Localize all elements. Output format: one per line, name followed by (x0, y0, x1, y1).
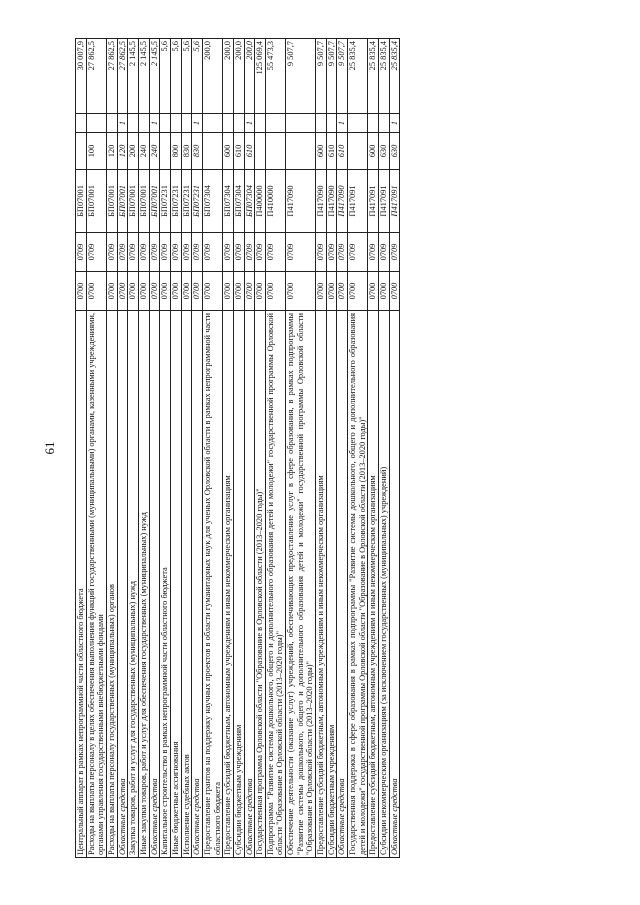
row-name: Расходы на выплаты персоналу в целях обеспечения выполнения функций государственными (муниципальными) органами, казенными учреждениями, органами управления государственными внебюджетными фондами (86, 311, 106, 858)
row-target-article: БП07231 (192, 170, 203, 233)
row-target-article: П400000 (255, 170, 266, 233)
row-section-code: 0700 (149, 272, 160, 311)
row-section-code: 0700 (192, 272, 203, 311)
row-subsection-code: 0709 (389, 233, 400, 272)
row-subsection-code: 0709 (160, 233, 171, 272)
row-source-flag (170, 114, 181, 133)
row-section-code: 0700 (326, 272, 337, 311)
row-amount: 27 862,5 (106, 39, 117, 114)
row-name: Предоставление грантов на поддержку научных проектов в области гуманитарных наук для ученых Орловской области в рамках непрограммной части областного бюджета (202, 311, 222, 858)
row-source-flag: 1 (389, 114, 400, 133)
row-amount: 27 862,5 (86, 39, 106, 114)
row-section-code: 0700 (368, 272, 379, 311)
row-expense-type: 610 (244, 133, 255, 170)
row-amount: 125 069,4 (255, 39, 266, 114)
row-source-flag (316, 114, 327, 133)
row-name: Субсидии некоммерческим организациям (за исключением государственных (муниципальных) учреждений) (379, 311, 390, 858)
row-section-code: 0700 (117, 272, 128, 311)
row-name: Капитальное строительство в рамках непрограммной части областного бюджета (160, 311, 171, 858)
row-expense-type: 630 (389, 133, 400, 170)
row-source-flag (202, 114, 222, 133)
row-source-flag (255, 114, 266, 133)
row-source-flag (265, 114, 285, 133)
row-expense-type: 600 (368, 133, 379, 170)
row-source-flag: 1 (192, 114, 203, 133)
row-source-flag: 1 (337, 114, 348, 133)
row-source-flag (86, 114, 106, 133)
row-name: Областные средства (149, 311, 160, 858)
row-expense-type (348, 133, 368, 170)
row-expense-type: 240 (149, 133, 160, 170)
row-name: Предоставление субсидий бюджетным, автономным учреждениям и иным некоммерческим организациям (316, 311, 327, 858)
table-row (368, 39, 379, 858)
row-expense-type: 600 (223, 133, 234, 170)
row-section-code: 0700 (389, 272, 400, 311)
table-row (244, 39, 255, 858)
row-subsection-code: 0709 (368, 233, 379, 272)
row-target-article: БП07001 (149, 170, 160, 233)
row-amount: 5,6 (192, 39, 203, 114)
row-amount: 2 145,5 (149, 39, 160, 114)
row-name: Иные бюджетные ассигнования (170, 311, 181, 858)
row-section-code: 0700 (170, 272, 181, 311)
table-row (379, 39, 390, 858)
table-row (202, 39, 222, 858)
row-target-article: П417091 (379, 170, 390, 233)
table-row (389, 39, 400, 858)
row-section-code: 0700 (255, 272, 266, 311)
row-target-article: БП07001 (86, 170, 106, 233)
row-subsection-code: 0709 (86, 233, 106, 272)
row-name: Государственная поддержка в сфере образования в рамках подпрограммы "Развитие системы дошкольного, общего и дополнительного образования детей и молодежи" государственной программы Орловской области "Образование в Орловской области (2013–2020 годы)" (348, 311, 368, 858)
table-row (337, 39, 348, 858)
row-target-article: БП07001 (76, 170, 87, 233)
table-row (316, 39, 327, 858)
row-subsection-code: 0709 (223, 233, 234, 272)
row-expense-type: 610 (326, 133, 337, 170)
row-amount: 200,0 (223, 39, 234, 114)
row-subsection-code: 0709 (233, 233, 244, 272)
row-target-article: БП07304 (233, 170, 244, 233)
table-row (255, 39, 266, 858)
row-source-flag (160, 114, 171, 133)
page-number: 61 (42, 441, 57, 455)
row-section-code: 0700 (128, 272, 139, 311)
row-amount: 9 507,7 (337, 39, 348, 114)
budget-table (75, 38, 400, 858)
row-name: Субсидии бюджетным учреждениям (233, 311, 244, 858)
row-name: Расходы на выплаты персоналу государственных (муниципальных) органов (106, 311, 117, 858)
row-name: Областные средства (192, 311, 203, 858)
row-source-flag (368, 114, 379, 133)
table-row (181, 39, 192, 858)
row-source-flag (181, 114, 192, 133)
row-expense-type (76, 133, 87, 170)
row-target-article: БП07001 (117, 170, 128, 233)
row-expense-type: 610 (337, 133, 348, 170)
row-amount: 9 507,7 (326, 39, 337, 114)
table-row (170, 39, 181, 858)
row-amount: 30 007,9 (76, 39, 87, 114)
table-row (286, 39, 316, 858)
row-subsection-code: 0709 (117, 233, 128, 272)
table-row (128, 39, 139, 858)
row-amount: 25 835,4 (379, 39, 390, 114)
row-source-flag (286, 114, 316, 133)
table-row (223, 39, 234, 858)
row-source-flag (128, 114, 139, 133)
row-source-flag: 1 (117, 114, 128, 133)
row-expense-type (265, 133, 285, 170)
row-subsection-code: 0709 (149, 233, 160, 272)
row-name: Областные средства (244, 311, 255, 858)
row-section-code: 0700 (223, 272, 234, 311)
row-section-code: 0700 (316, 272, 327, 311)
row-expense-type (255, 133, 266, 170)
row-target-article: БП07304 (223, 170, 234, 233)
row-target-article: П417091 (389, 170, 400, 233)
row-section-code: 0700 (106, 272, 117, 311)
row-subsection-code: 0709 (286, 233, 316, 272)
row-section-code: 0700 (181, 272, 192, 311)
row-target-article: П417091 (368, 170, 379, 233)
row-amount: 25 835,4 (389, 39, 400, 114)
row-name: Иные закупки товаров, работ и услуг для обеспечения государственных (муниципальных) нужд (138, 311, 149, 858)
row-source-flag (348, 114, 368, 133)
row-target-article: БП07231 (160, 170, 171, 233)
row-source-flag (326, 114, 337, 133)
table-row (348, 39, 368, 858)
row-section-code: 0700 (286, 272, 316, 311)
budget-table-body (76, 39, 400, 858)
row-amount: 2 145,5 (128, 39, 139, 114)
row-amount: 5,6 (170, 39, 181, 114)
row-subsection-code: 0709 (337, 233, 348, 272)
row-expense-type: 610 (233, 133, 244, 170)
row-subsection-code: 0709 (348, 233, 368, 272)
row-expense-type: 100 (86, 133, 106, 170)
row-target-article: П417090 (316, 170, 327, 233)
row-subsection-code: 0709 (76, 233, 87, 272)
row-expense-type: 120 (117, 133, 128, 170)
row-section-code: 0700 (265, 272, 285, 311)
row-name: Субсидии бюджетным учреждениям (326, 311, 337, 858)
row-name: Исполнение судебных актов (181, 311, 192, 858)
row-subsection-code: 0709 (244, 233, 255, 272)
row-source-flag (76, 114, 87, 133)
row-expense-type (286, 133, 316, 170)
row-name: Предоставление субсидий бюджетным, автономным учреждениям и иным некоммерческим организациям (368, 311, 379, 858)
table-row (326, 39, 337, 858)
row-subsection-code: 0709 (265, 233, 285, 272)
row-amount: 27 862,5 (117, 39, 128, 114)
row-name: Подпрограмма "Развитие системы дошкольного, общего и дополнительного образования детей и молодежи" государственной программы Орловской области "Образование в Орловской области (2013–2020 годы)" (265, 311, 285, 858)
table-row (76, 39, 87, 858)
row-expense-type: 200 (128, 133, 139, 170)
row-name: Областные средства (117, 311, 128, 858)
row-section-code: 0700 (138, 272, 149, 311)
row-section-code: 0700 (244, 272, 255, 311)
table-row (233, 39, 244, 858)
row-target-article: П410000 (265, 170, 285, 233)
row-amount: 55 473,3 (265, 39, 285, 114)
row-target-article: БП07001 (138, 170, 149, 233)
row-amount: 25 835,4 (368, 39, 379, 114)
row-target-article: П417090 (337, 170, 348, 233)
row-expense-type: 830 (192, 133, 203, 170)
row-expense-type (202, 133, 222, 170)
row-target-article: БП07231 (170, 170, 181, 233)
row-amount: 200,0 (202, 39, 222, 114)
row-subsection-code: 0709 (316, 233, 327, 272)
table-row (160, 39, 171, 858)
row-target-article: БП07304 (244, 170, 255, 233)
row-subsection-code: 0709 (138, 233, 149, 272)
row-expense-type: 600 (316, 133, 327, 170)
row-expense-type (160, 133, 171, 170)
row-amount: 25 835,4 (348, 39, 368, 114)
table-row (192, 39, 203, 858)
row-subsection-code: 0709 (255, 233, 266, 272)
row-amount: 200,0 (244, 39, 255, 114)
row-source-flag (223, 114, 234, 133)
row-name: Государственная программа Орловской области "Образование в Орловской области (2013–2020 годы)" (255, 311, 266, 858)
table-row (86, 39, 106, 858)
row-subsection-code: 0709 (170, 233, 181, 272)
row-name: Закупка товаров, работ и услуг для государственных (муниципальных) нужд (128, 311, 139, 858)
row-section-code: 0700 (348, 272, 368, 311)
row-amount: 9 507,7 (316, 39, 327, 114)
row-subsection-code: 0709 (379, 233, 390, 272)
row-section-code: 0700 (160, 272, 171, 311)
row-subsection-code: 0709 (128, 233, 139, 272)
row-expense-type: 630 (379, 133, 390, 170)
table-row (117, 39, 128, 858)
row-name: Обеспечение деятельности (оказание услуг) учреждений, обеспечивающих предоставление услуг в сфере образования, в рамках подпрограммы "Развитие системы дошкольного, общего и дополнительного образования детей и молодежи" государственной программы Орловской области "Образование в Орловской области (2013–2020 годы)" (286, 311, 316, 858)
rotated-table-container (75, 38, 615, 858)
row-target-article: П417091 (348, 170, 368, 233)
row-source-flag (106, 114, 117, 133)
row-name: Областные средства (389, 311, 400, 858)
row-subsection-code: 0709 (202, 233, 222, 272)
row-amount: 5,6 (160, 39, 171, 114)
row-expense-type: 240 (138, 133, 149, 170)
row-target-article: П417090 (286, 170, 316, 233)
row-section-code: 0700 (337, 272, 348, 311)
row-section-code: 0700 (233, 272, 244, 311)
row-target-article: БП07001 (128, 170, 139, 233)
row-target-article: П417090 (326, 170, 337, 233)
row-expense-type: 800 (170, 133, 181, 170)
row-section-code: 0700 (379, 272, 390, 311)
table-row (138, 39, 149, 858)
row-source-flag: 1 (149, 114, 160, 133)
row-target-article: БП07001 (106, 170, 117, 233)
table-row (149, 39, 160, 858)
row-subsection-code: 0709 (181, 233, 192, 272)
row-name: Предоставление субсидий бюджетным, автономным учреждениям и иным некоммерческим организациям (223, 311, 234, 858)
row-amount: 9 507,7 (286, 39, 316, 114)
row-target-article: БП07304 (202, 170, 222, 233)
row-subsection-code: 0709 (106, 233, 117, 272)
row-amount: 5,6 (181, 39, 192, 114)
row-expense-type: 830 (181, 133, 192, 170)
row-name: Областные средства (337, 311, 348, 858)
table-row (106, 39, 117, 858)
table-row (265, 39, 285, 858)
row-section-code: 0700 (202, 272, 222, 311)
row-section-code: 0700 (76, 272, 87, 311)
row-source-flag (138, 114, 149, 133)
row-amount: 2 145,5 (138, 39, 149, 114)
row-name: Центральный аппарат в рамках непрограммной части областного бюджета (76, 311, 87, 858)
row-expense-type: 120 (106, 133, 117, 170)
row-source-flag (233, 114, 244, 133)
row-section-code: 0700 (86, 272, 106, 311)
row-amount: 200,0 (233, 39, 244, 114)
row-target-article: БП07231 (181, 170, 192, 233)
row-subsection-code: 0709 (326, 233, 337, 272)
row-source-flag: 1 (244, 114, 255, 133)
row-subsection-code: 0709 (192, 233, 203, 272)
row-source-flag (379, 114, 390, 133)
